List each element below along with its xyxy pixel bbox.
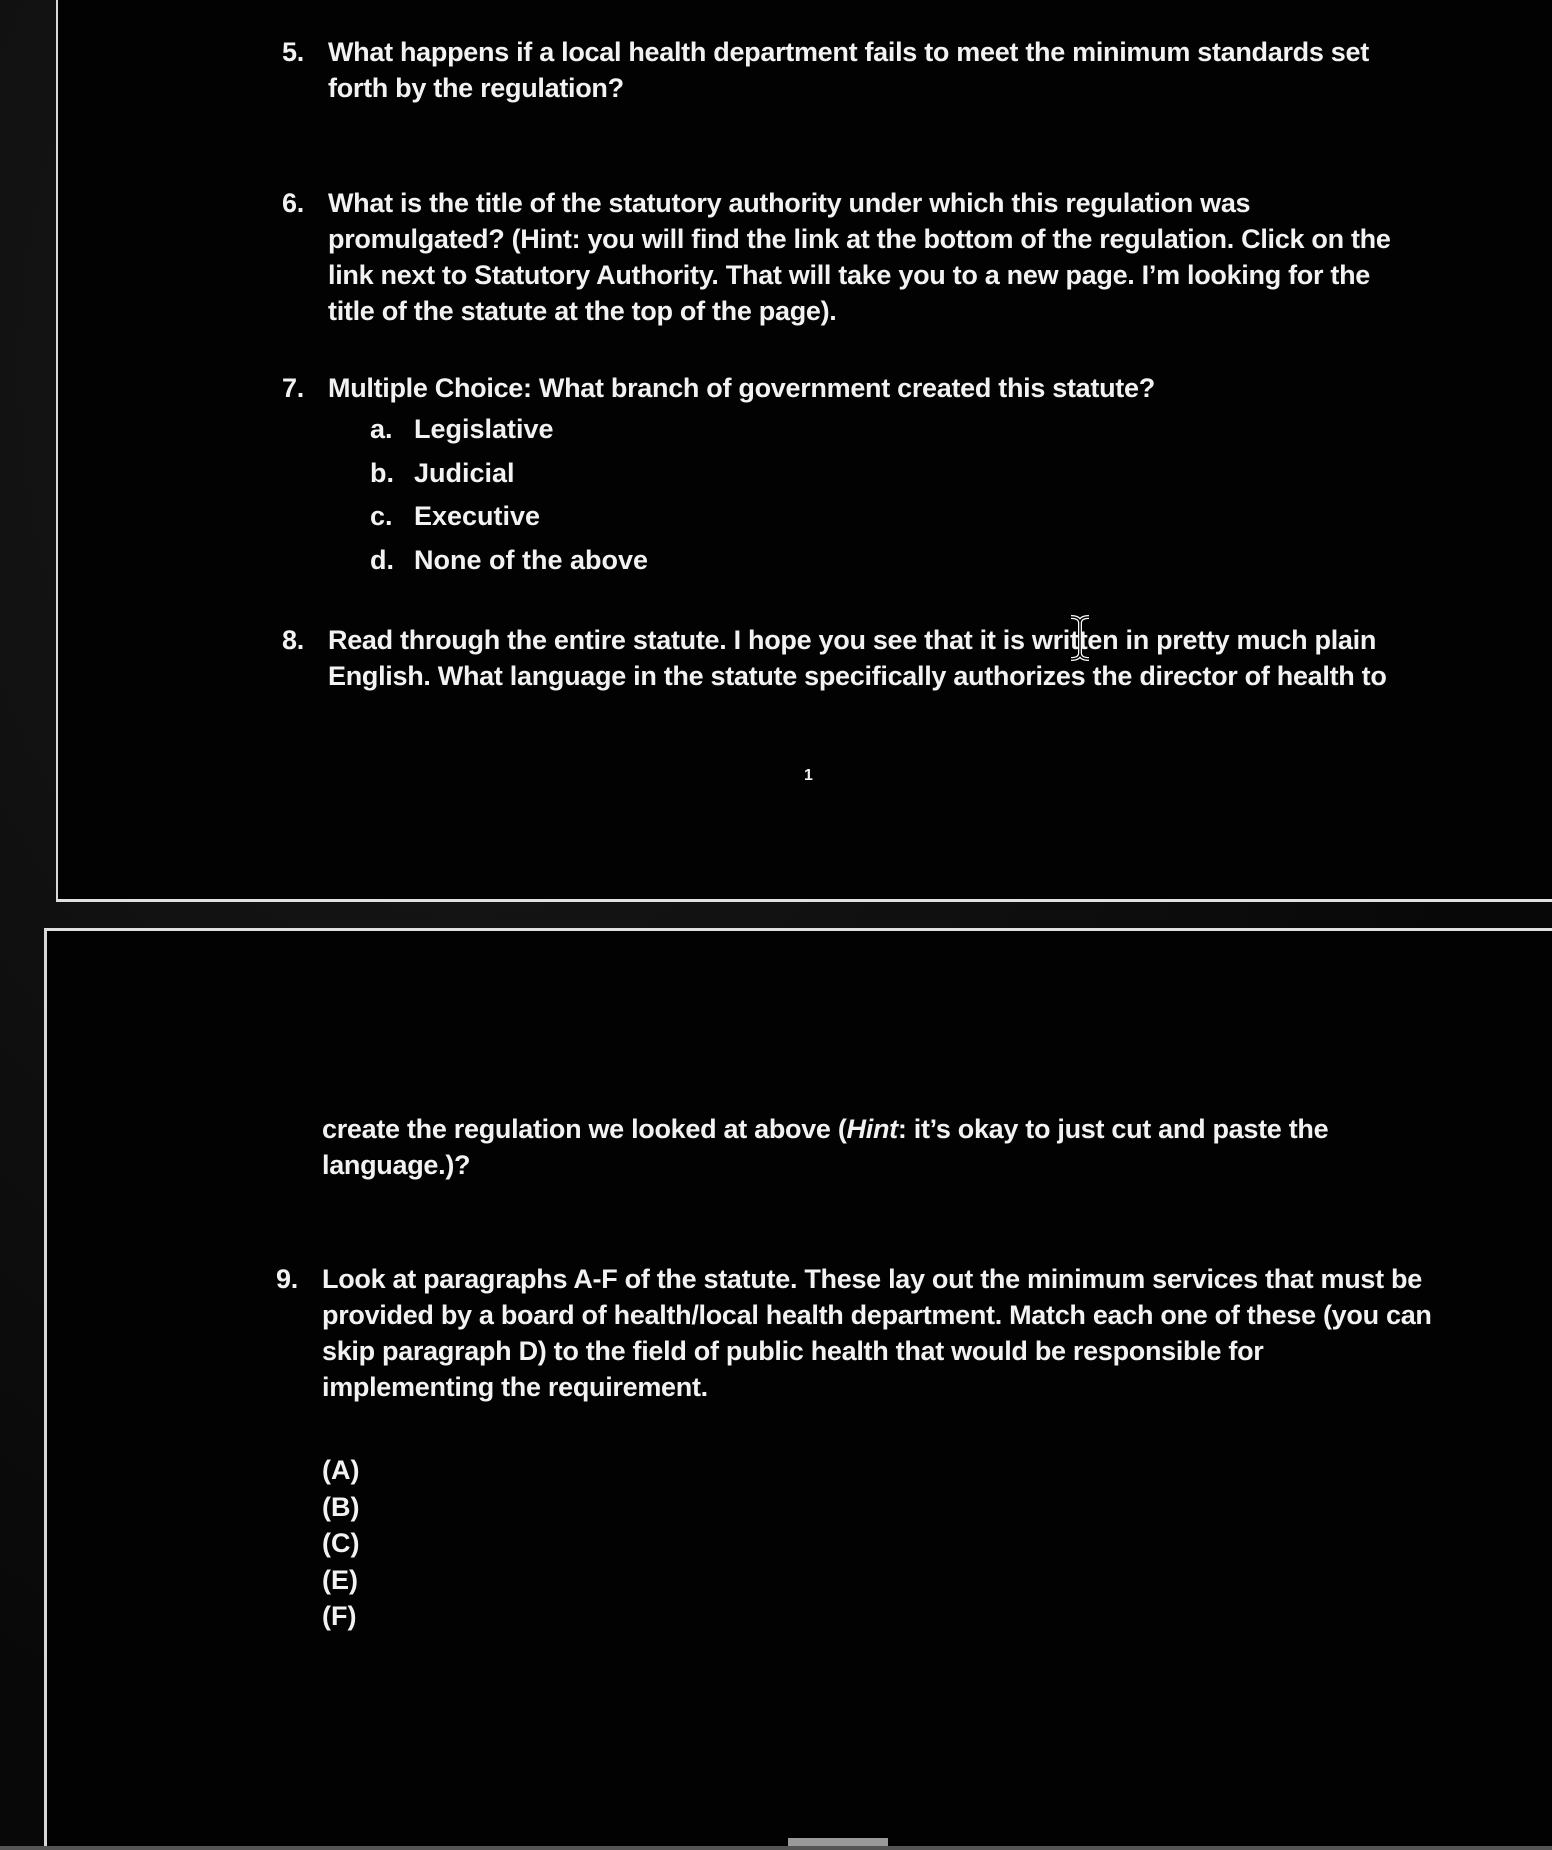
question-7-text: Multiple Choice: What branch of government created this statute? xyxy=(328,373,1155,403)
text-cursor-icon xyxy=(1068,614,1092,662)
paragraph-label-c: (C) xyxy=(322,1528,360,1558)
question-5-number: 5. xyxy=(282,37,304,67)
question-7-number: 7. xyxy=(282,373,304,403)
option-d-label: None of the above xyxy=(414,545,649,575)
document-page-2 xyxy=(44,928,1552,1850)
option-a-label: Legislative xyxy=(414,414,554,444)
question-6-text: What is the title of the statutory authority under which this regulation was promulgated? (Hint: you will find the link at the bottom of the regulation. Click on the link next to Statutory Authority. That will take you to a new page. I’m looking for the title of the statute at the top of the page). xyxy=(328,188,1391,326)
question-8-text: Read through the entire statute. I hope you see that it is written in pretty much plain English. What language in the statute specifically authorizes the director of health to xyxy=(328,625,1387,691)
question-8-continued xyxy=(322,1111,1442,1183)
question-5 xyxy=(282,34,1408,106)
paragraph-label-e: (E) xyxy=(322,1564,358,1595)
question-9 xyxy=(276,1261,1442,1405)
question-7 xyxy=(282,370,1408,406)
question-8-cont-text-a: create the regulation we looked at above ( xyxy=(322,1114,847,1144)
option-d xyxy=(370,539,648,582)
question-6-number: 6. xyxy=(282,188,304,218)
option-b xyxy=(370,452,515,495)
screen-bottom-edge xyxy=(0,1846,1552,1850)
option-c xyxy=(370,495,540,538)
option-a xyxy=(370,408,554,451)
page-number: 1 xyxy=(804,767,813,784)
paragraph-label-list xyxy=(322,1452,359,1635)
paragraph-label-f: (F) xyxy=(322,1601,357,1631)
option-a-letter: a. xyxy=(370,414,393,444)
question-9-text: Look at paragraphs A-F of the statute. These lay out the minimum services that must be provided by a board of health/local health department. Match each one of these (you can skip paragraph D) to the field of public health that would be responsible for implementing the requirement. xyxy=(322,1264,1432,1402)
paragraph-label-a: (A) xyxy=(322,1455,360,1485)
question-9-number: 9. xyxy=(276,1264,298,1294)
document-page-1 xyxy=(56,0,1552,902)
option-b-letter: b. xyxy=(370,458,394,488)
question-5-text: What happens if a local health department fails to meet the minimum standards set forth by the regulation? xyxy=(328,37,1369,103)
question-8 xyxy=(282,622,1408,694)
option-d-letter: d. xyxy=(370,545,394,575)
hint-label: Hint xyxy=(846,1114,898,1144)
question-8-number: 8. xyxy=(282,625,304,655)
option-c-label: Executive xyxy=(414,501,541,531)
option-c-letter: c. xyxy=(370,501,393,531)
question-6 xyxy=(282,185,1410,329)
option-b-label: Judicial xyxy=(414,458,515,488)
paragraph-label-b: (B) xyxy=(322,1491,360,1522)
question-8-cont-text-b: : it’s okay to just cut and paste the language.)? xyxy=(322,1114,1329,1180)
